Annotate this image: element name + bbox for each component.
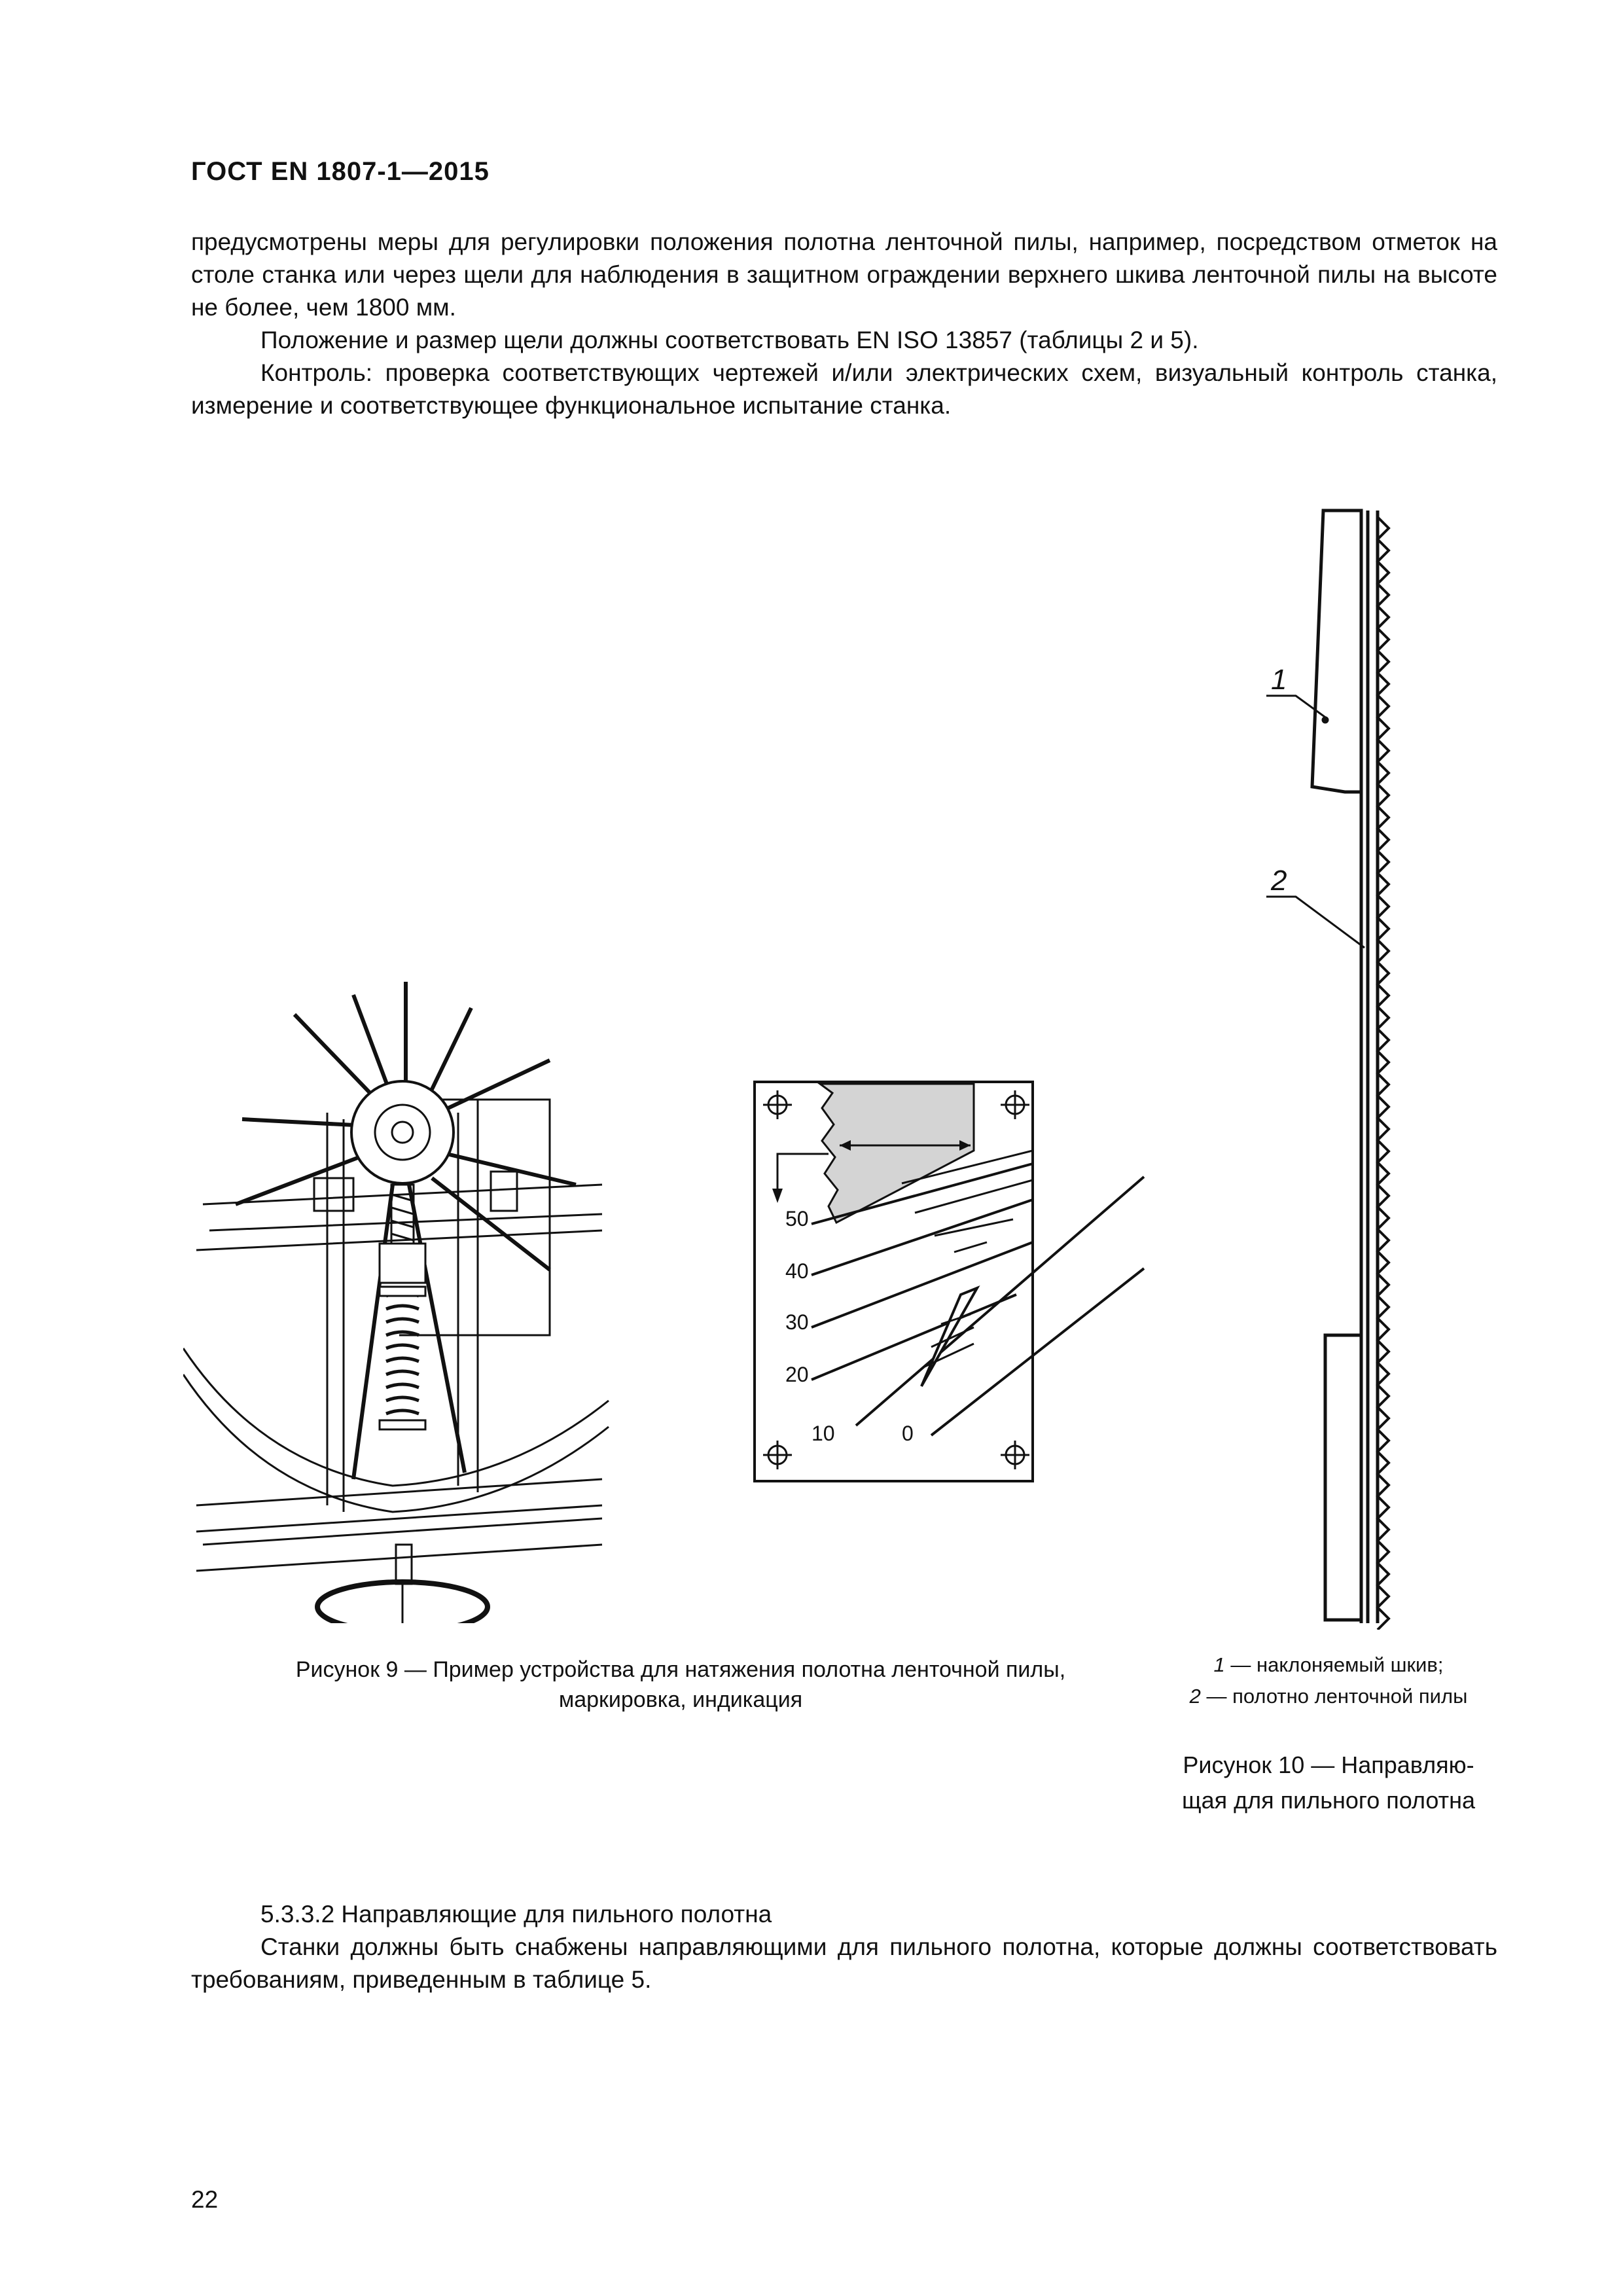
- document-header: ГОСТ EN 1807-1—2015: [191, 157, 490, 186]
- scale-label-0: 0: [902, 1422, 914, 1445]
- figure10-caption-line-2: щая для пильного полотна: [1181, 1787, 1476, 1814]
- figure10-caption-line-1: Рисунок 10 — Направляю-: [1183, 1751, 1474, 1778]
- scale-label-40: 40: [785, 1259, 809, 1283]
- page-number: 22: [191, 2186, 219, 2213]
- figure9-caption-line-2: маркировка, индикация: [558, 1687, 803, 1712]
- scale-label-50: 50: [785, 1207, 809, 1230]
- control-paragraph: Контроль: проверка соответствующих чертежей и/или электрических схем, визуальный контроль станка, измерение и соответствующее функциональное испытание станка.: [191, 359, 1497, 419]
- scale-label-20: 20: [785, 1363, 809, 1386]
- intro-paragraph-1: предусмотрены меры для регулировки положения полотна ленточной пилы, например, посредством отметок на столе станка или через щели для наблюдения в защитном ограждении верхнего шкива ленточной пилы на высоте не более, чем 1800 мм.: [191, 228, 1497, 321]
- legend-item-1-text: — наклоняемый шкив;: [1224, 1653, 1444, 1676]
- legend-item-2: [1152, 1681, 1505, 1712]
- legend-item-1-number: 1: [1213, 1653, 1225, 1676]
- figure9-caption-line-1: Рисунок 9 — Пример устройства для натяжения полотна ленточной пилы,: [295, 1657, 1066, 1682]
- scale-label-30: 30: [785, 1310, 809, 1334]
- saw-blade-guide-illustration: [1243, 504, 1407, 1630]
- legend-item-2-number: 2: [1189, 1685, 1201, 1708]
- legend-item-1: [1152, 1649, 1505, 1681]
- figure10-caption: [1152, 1748, 1505, 1818]
- figure10-legend: [1152, 1649, 1505, 1712]
- tensioning-device-illustration: [183, 969, 615, 1623]
- legend-item-2-text: — полотно ленточной пилы: [1200, 1685, 1468, 1708]
- section-heading: 5.3.3.2 Направляющие для пильного полотна: [260, 1901, 772, 1928]
- scale-marking-plate: [751, 1079, 1157, 1484]
- callout-1-label: 1: [1271, 664, 1287, 696]
- callout-2-label: 2: [1271, 865, 1287, 897]
- scale-label-10: 10: [812, 1422, 835, 1445]
- section-paragraph: Станки должны быть снабжены направляющими для пильного полотна, которые должны соответствовать требованиям, приведенным в таблице 5.: [191, 1933, 1497, 1993]
- figure9-caption: [236, 1655, 1126, 1715]
- intro-paragraph-2: Положение и размер щели должны соответствовать EN ISO 13857 (таблицы 2 и 5).: [260, 327, 1199, 353]
